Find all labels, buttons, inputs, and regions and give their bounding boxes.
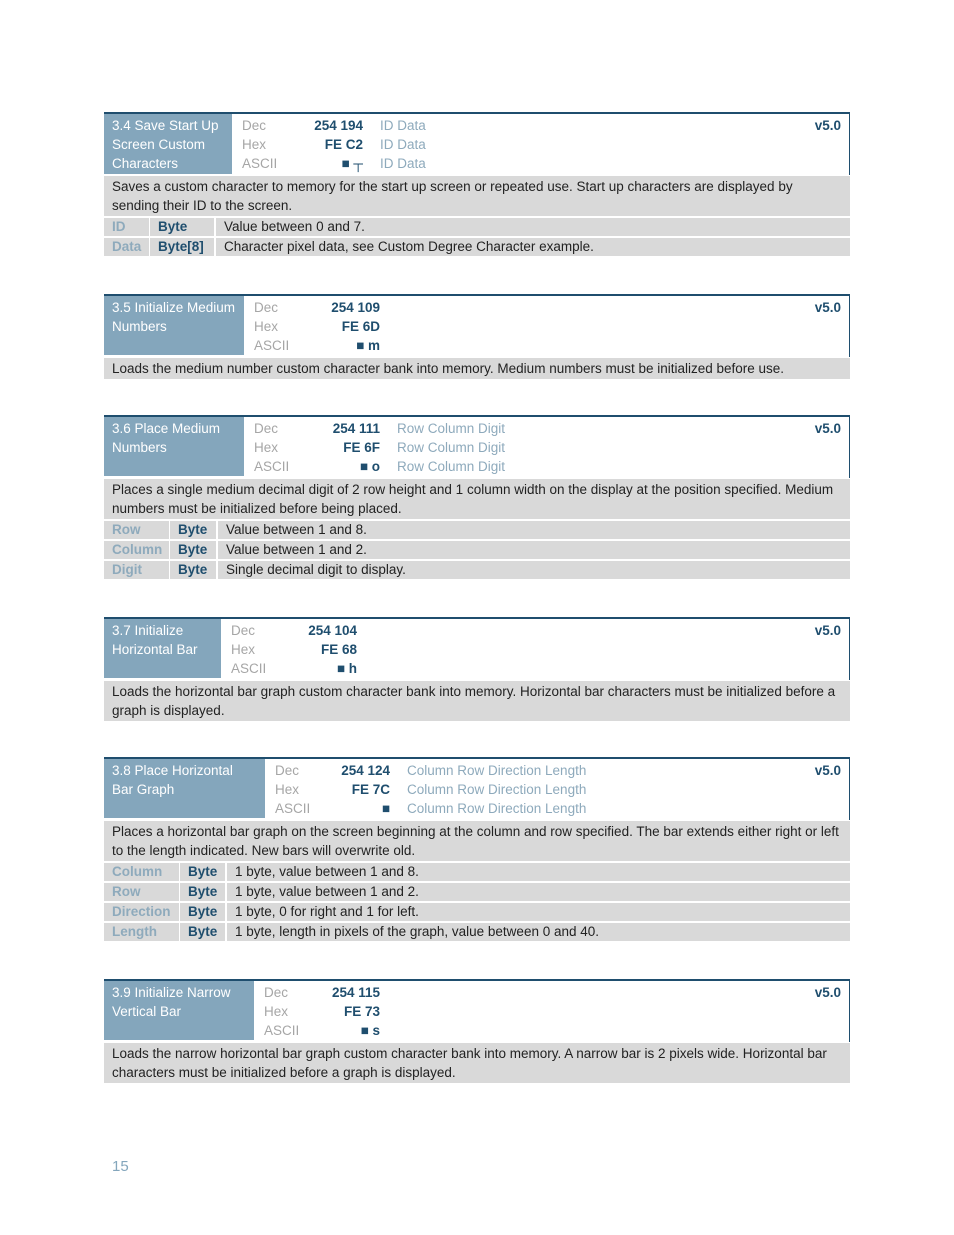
command-description: Loads the medium number custom character bank into memory. Medium numbers must be initialized before use. — [104, 357, 850, 379]
param-list — [390, 761, 586, 818]
dec-label: Dec — [231, 623, 256, 638]
ascii-label: ASCII — [254, 338, 290, 353]
param-type: Byte — [170, 561, 218, 579]
param-type: Byte — [170, 521, 218, 539]
param-name: Digit — [104, 561, 170, 579]
dec-label: Dec — [254, 421, 279, 436]
code-labels — [254, 983, 316, 1040]
param-row — [104, 861, 850, 881]
param-name: Row — [104, 521, 170, 539]
command-block — [104, 617, 850, 721]
version-label: v5.0 — [814, 763, 841, 778]
command-block — [104, 979, 850, 1083]
param-list-line: Row Column Digit — [397, 440, 506, 455]
code-values — [306, 298, 380, 355]
version-label: v5.0 — [814, 300, 841, 315]
command-header — [104, 415, 850, 478]
hex-label: Hex — [254, 319, 279, 334]
ascii-label: ASCII — [231, 661, 267, 676]
ascii-label: ASCII — [254, 459, 290, 474]
hex-value: FE 7C — [351, 782, 390, 797]
param-list — [363, 116, 426, 173]
code-labels — [232, 116, 294, 173]
code-labels — [265, 761, 327, 818]
command-description: Loads the horizontal bar graph custom character bank into memory. Horizontal bar characters must be initialized before a graph is displayed. — [104, 680, 850, 721]
ascii-value: ■ ┬ — [341, 156, 363, 171]
code-values — [327, 761, 390, 818]
hex-label: Hex — [242, 137, 267, 152]
command-block — [104, 415, 850, 579]
command-header — [104, 294, 850, 357]
param-name: ID — [104, 218, 150, 236]
param-list-line: Column Row Direction Length — [407, 763, 587, 778]
command-block — [104, 112, 850, 256]
param-desc: 1 byte, value between 1 and 2. — [235, 884, 419, 899]
ascii-value: ■ — [381, 801, 390, 816]
param-desc: Value between 1 and 8. — [226, 522, 367, 537]
code-values — [306, 419, 380, 476]
param-name: Length — [104, 923, 180, 941]
dec-value: 254 124 — [341, 763, 390, 778]
command-codes — [254, 981, 849, 1042]
dec-label: Dec — [275, 763, 300, 778]
param-type: Byte — [170, 541, 218, 559]
dec-value: 254 109 — [331, 300, 380, 315]
param-row — [104, 216, 850, 236]
command-header — [104, 112, 850, 175]
param-name: Data — [104, 238, 150, 256]
hex-label: Hex — [264, 1004, 289, 1019]
command-description: Saves a custom character to memory for the start up screen or repeated use. Start up characters are displayed by sending their ID to the screen. — [104, 175, 850, 216]
page-number: 15 — [112, 1158, 129, 1175]
command-title: 3.9 Initialize Narrow Vertical Bar — [104, 981, 254, 1040]
param-type: Byte — [150, 218, 216, 236]
param-name: Column — [104, 541, 170, 559]
param-row — [104, 901, 850, 921]
command-codes — [244, 296, 849, 357]
command-title: 3.4 Save Start Up Screen Custom Characters — [104, 114, 232, 174]
param-name: Direction — [104, 903, 180, 921]
code-values — [294, 116, 363, 173]
hex-label: Hex — [231, 642, 256, 657]
dec-label: Dec — [242, 118, 267, 133]
param-row — [104, 559, 850, 579]
ascii-label: ASCII — [275, 801, 311, 816]
param-list-line: Row Column Digit — [397, 421, 506, 436]
command-description: Loads the narrow horizontal bar graph custom character bank into memory. A narrow bar is 2 pixels wide. Horizontal bar characters must be initialized before a graph is displayed. — [104, 1042, 850, 1083]
ascii-value: ■ s — [360, 1023, 380, 1038]
param-row — [104, 539, 850, 559]
hex-value: FE 6D — [341, 319, 380, 334]
param-name: Column — [104, 863, 180, 881]
param-desc: 1 byte, length in pixels of the graph, value between 0 and 40. — [235, 924, 600, 939]
code-labels — [244, 419, 306, 476]
param-type: Byte — [180, 923, 227, 941]
version-label: v5.0 — [814, 623, 841, 638]
param-list-line: Column Row Direction Length — [407, 801, 587, 816]
param-type: Byte[8] — [150, 238, 216, 256]
hex-value: FE 73 — [343, 1004, 380, 1019]
command-header — [104, 757, 850, 820]
param-list-line: ID Data — [380, 156, 426, 171]
ascii-value: ■ m — [356, 338, 380, 353]
command-title: 3.8 Place Horizontal Bar Graph — [104, 759, 265, 818]
command-description: Places a single medium decimal digit of 2 row height and 1 column width on the display at the position specified. Medium numbers must be initialized before being placed. — [104, 478, 850, 519]
command-title: 3.7 Initialize Horizontal Bar — [104, 619, 221, 678]
dec-value: 254 194 — [314, 118, 363, 133]
param-row — [104, 236, 850, 256]
version-label: v5.0 — [814, 985, 841, 1000]
dec-value: 254 115 — [331, 985, 380, 1000]
command-codes — [221, 619, 849, 680]
command-header — [104, 617, 850, 680]
param-desc: Single decimal digit to display. — [226, 562, 406, 577]
code-values — [283, 621, 357, 678]
ascii-value: ■ h — [336, 661, 357, 676]
ascii-label: ASCII — [242, 156, 278, 171]
param-name: Row — [104, 883, 180, 901]
version-label: v5.0 — [814, 118, 841, 133]
param-list — [380, 419, 505, 476]
dec-label: Dec — [254, 300, 279, 315]
param-desc: Value between 0 and 7. — [224, 219, 365, 234]
code-values — [316, 983, 380, 1040]
command-header — [104, 979, 850, 1042]
code-labels — [244, 298, 306, 355]
hex-label: Hex — [275, 782, 300, 797]
param-row — [104, 881, 850, 901]
dec-label: Dec — [264, 985, 289, 1000]
param-list-line: Column Row Direction Length — [407, 782, 587, 797]
command-block — [104, 757, 850, 941]
hex-value: FE 6F — [343, 440, 380, 455]
dec-value: 254 104 — [308, 623, 357, 638]
command-title: 3.6 Place Medium Numbers — [104, 417, 244, 476]
param-desc: Character pixel data, see Custom Degree Character example. — [224, 239, 594, 254]
code-labels — [221, 621, 283, 678]
command-codes — [244, 417, 849, 478]
param-row — [104, 519, 850, 539]
ascii-label: ASCII — [264, 1023, 300, 1038]
param-list-line: Row Column Digit — [397, 459, 506, 474]
command-block — [104, 294, 850, 379]
command-description: Places a horizontal bar graph on the screen beginning at the column and row specified. The bar extends either right or left to the length indicated. New bars will overwrite old. — [104, 820, 850, 861]
ascii-value: ■ o — [359, 459, 380, 474]
hex-value: FE 68 — [320, 642, 357, 657]
version-label: v5.0 — [814, 421, 841, 436]
command-title: 3.5 Initialize Medium Numbers — [104, 296, 244, 355]
param-desc: 1 byte, value between 1 and 8. — [235, 864, 419, 879]
param-list-line: ID Data — [380, 137, 426, 152]
param-type: Byte — [180, 863, 227, 881]
param-list-line: ID Data — [380, 118, 426, 133]
dec-value: 254 111 — [332, 421, 380, 436]
param-desc: Value between 1 and 2. — [226, 542, 367, 557]
param-type: Byte — [180, 903, 227, 921]
param-row — [104, 921, 850, 941]
command-codes — [232, 114, 849, 175]
hex-label: Hex — [254, 440, 279, 455]
hex-value: FE C2 — [324, 137, 363, 152]
param-desc: 1 byte, 0 for right and 1 for left. — [235, 904, 419, 919]
param-type: Byte — [180, 883, 227, 901]
command-codes — [265, 759, 849, 820]
